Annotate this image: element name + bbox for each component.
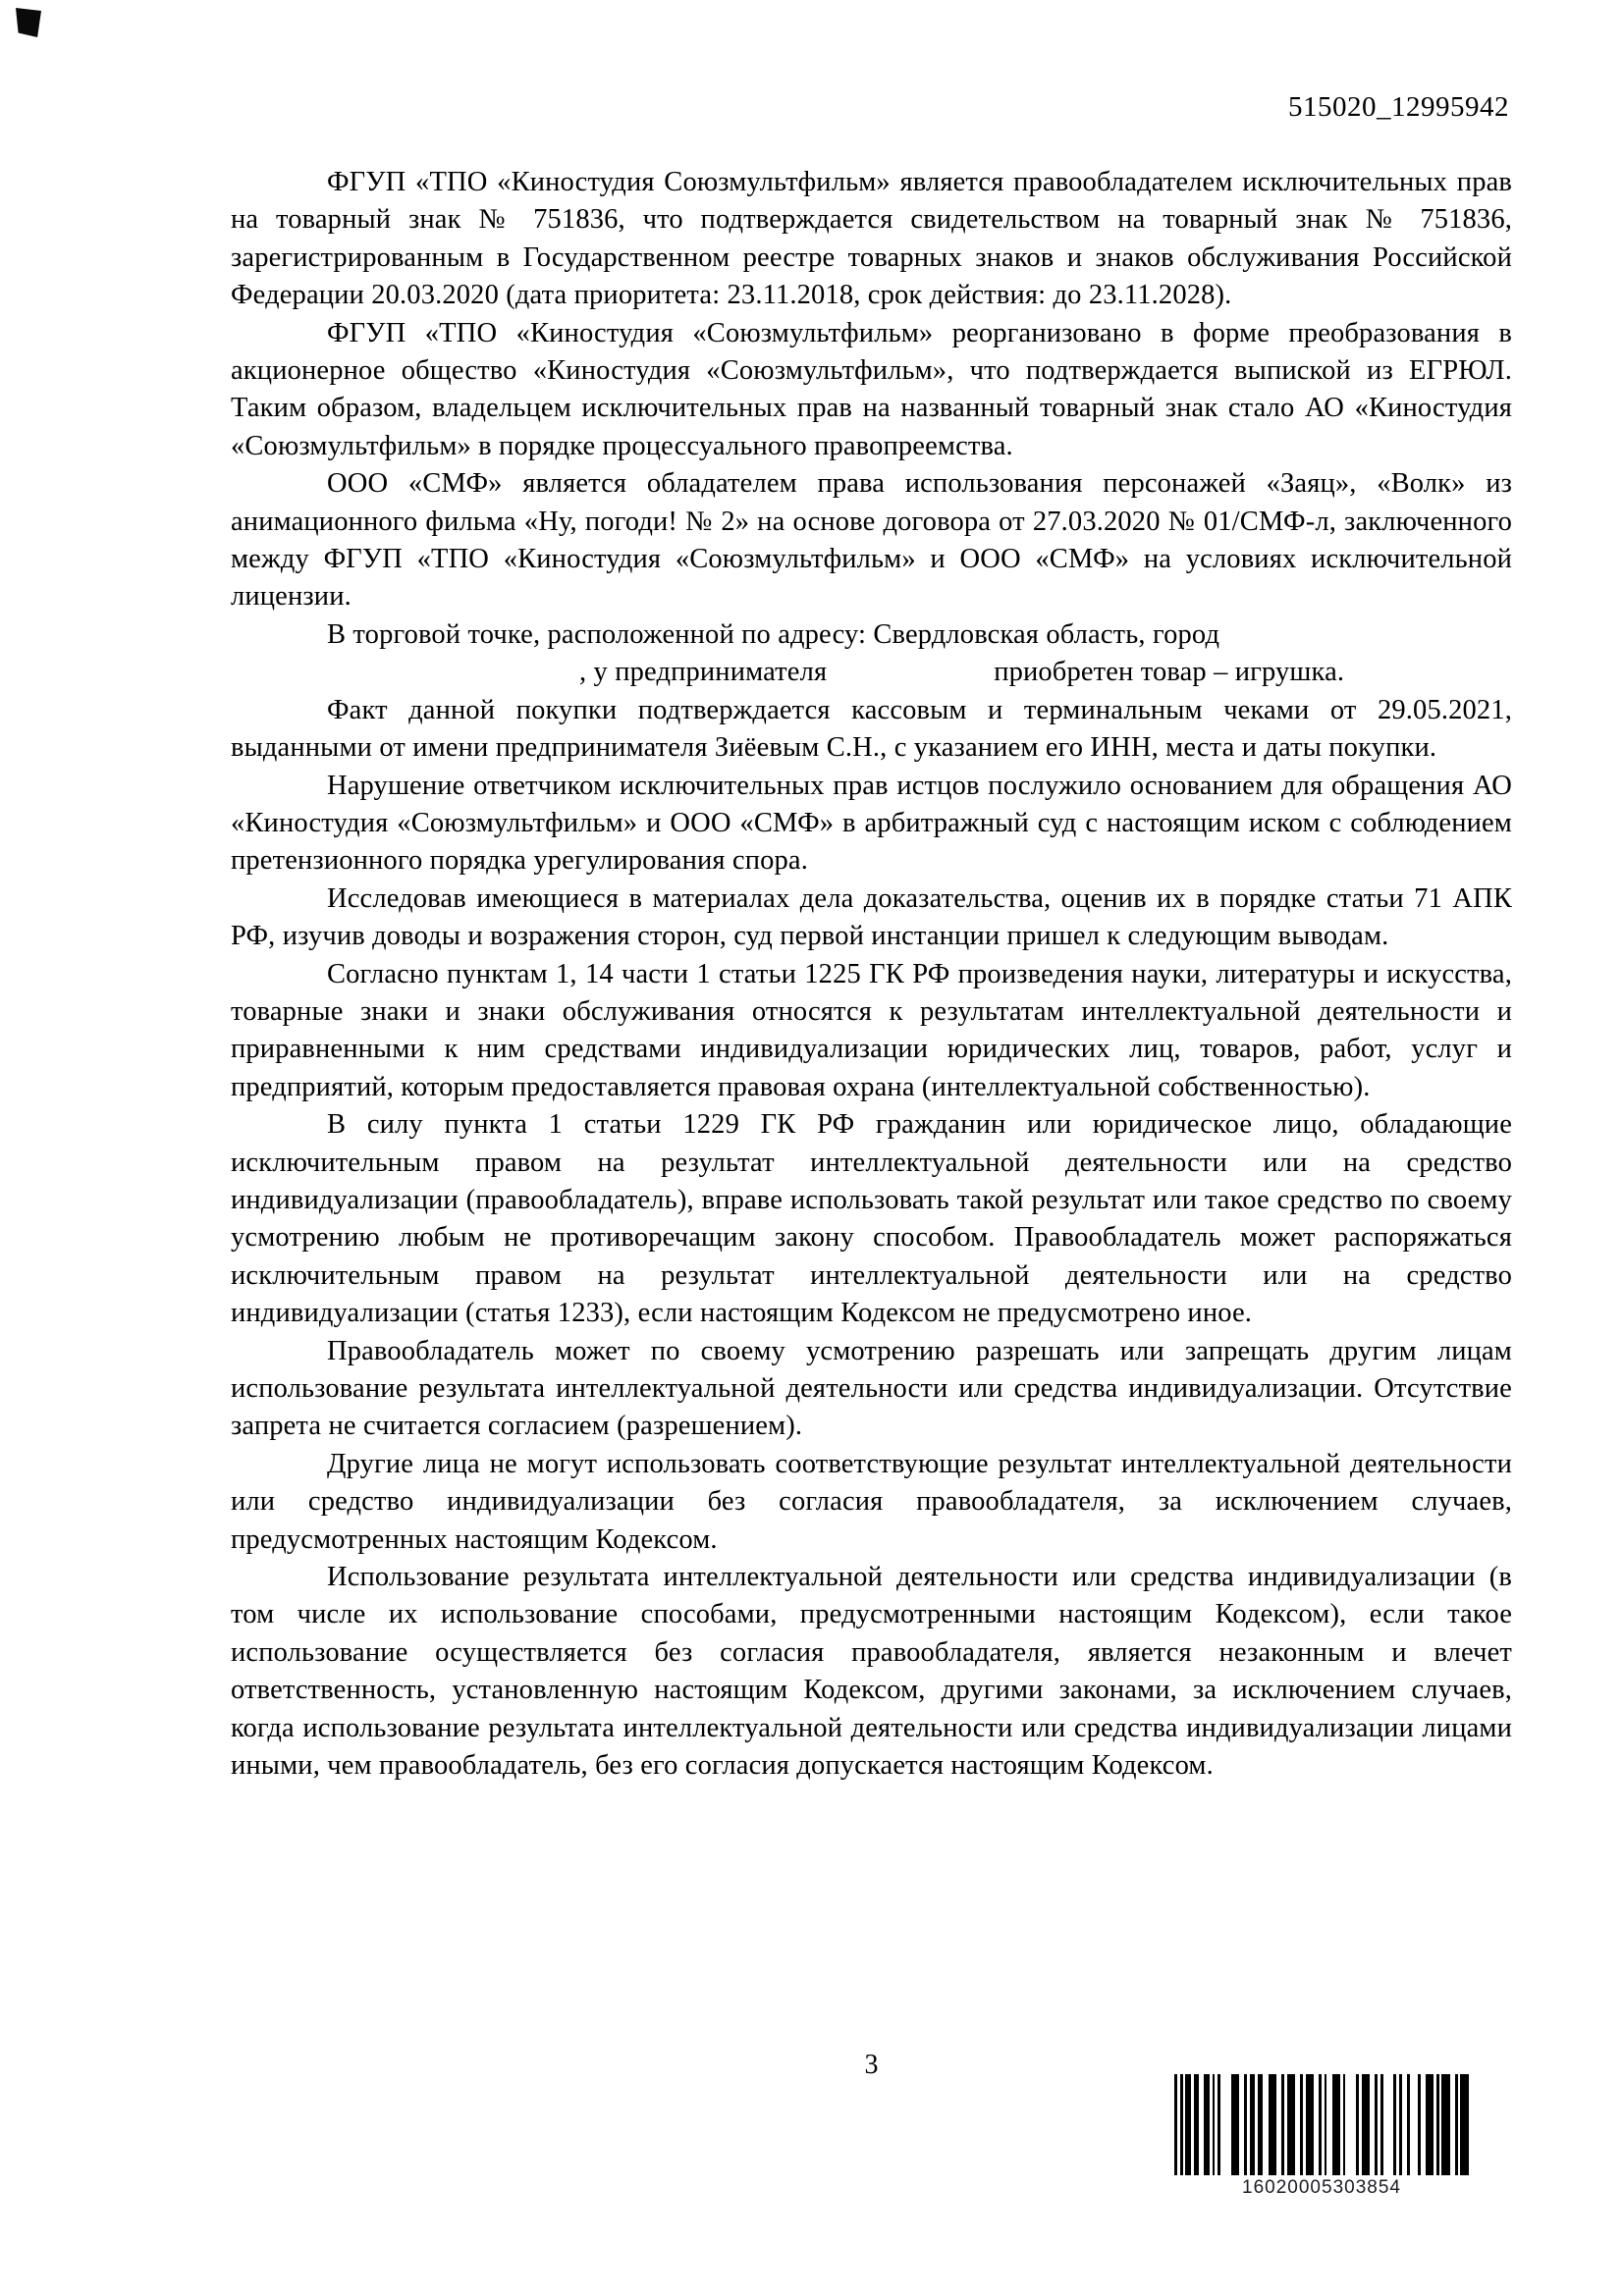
paragraph: Согласно пунктам 1, 14 части 1 статьи 1225 ГК РФ произведения науки, литературы и искусства, товарные знаки и знаки обслуживания относятся к результатам интеллектуальной деятельности и приравненными к ним средствами индивидуализации юридических лиц, товаров, работ, услуг и предприятий, которым предоставляется правовая охрана (интеллектуальной собственностью).: [231, 958, 1512, 1102]
barcode: [1171, 2074, 1472, 2199]
redacted-line-2: [231, 654, 1512, 691]
paragraph: В силу пункта 1 статьи 1229 ГК РФ гражданин или юридическое лицо, обладающие исключительным правом на результат интеллектуальной деятельности или на средство индивидуализации (правообладатель), вправе использовать такой результат или такое средство по своему усмотрению любым не противоречащим закону способом. Правообладатель может распоряжаться исключительным правом на результат интеллектуальной деятельности или на средство индивидуализации (статья 1233), если настоящим Кодексом не предусмотрено иное.: [231, 1109, 1512, 1329]
entrepreneur-text: , у предпринимателя: [579, 657, 828, 688]
scan-artifact-mark: [16, 8, 41, 37]
document-id-number: 515020_12995942: [1288, 91, 1509, 123]
paragraph: ФГУП «ТПО «Киностудия Союзмультфильм» является правообладателем исключительных прав на товарный знак № 751836, что подтверждается свидетельством на товарный знак № 751836, зарегистрированным в Государственном реестре товарных знаков и знаков обслуживания Российской Федерации 20.03.2020 (дата приоритета: 23.11.2018, срок действия: до 23.11.2028).: [231, 167, 1512, 311]
paragraph: Правообладатель может по своему усмотрению разрешать или запрещать другим лицам использование результата интеллектуальной деятельности или средства индивидуализации. Отсутствие запрета не считается согласием (разрешением).: [231, 1335, 1512, 1442]
paragraph: ООО «СМФ» является обладателем права использования персонажей «Заяц», «Волк» из анимационного фильма «Ну, погоди! № 2» на основе договора от 27.03.2020 № 01/СМФ-л, заключенного между ФГУП «ТПО «Киностудия «Союзмультфильм» и ООО «СМФ» на условиях исключительной лицензии.: [231, 468, 1512, 613]
paragraph: Нарушение ответчиком исключительных прав истцов послужило основанием для обращения АО «Киностудия «Союзмультфильм» и ООО «СМФ» в арбитражный суд с настоящим иском с соблюдением претензионного порядка урегулирования спора.: [231, 770, 1512, 877]
barcode-number: 16020005303854: [1242, 2177, 1401, 2198]
address-text: В торговой точке, расположенной по адресу: Свердловская область, город: [327, 618, 1220, 650]
paragraph: Факт данной покупки подтверждается кассовым и терминальным чеками от 29.05.2021, выданными от имени предпринимателя Зиёевым С.Н., с указанием его ИНН, места и даты покупки.: [231, 694, 1512, 764]
paragraph: Исследовав имеющиеся в материалах дела доказательства, оценив их в порядке статьи 71 АПК РФ, изучив доводы и возражения сторон, суд первой инстанции пришел к следующим выводам.: [231, 882, 1512, 952]
redacted-line-1: [231, 616, 1512, 654]
paragraph: ФГУП «ТПО «Киностудия «Союзмультфильм» реорганизовано в форме преобразования в акционерное общество «Киностудия «Союзмультфильм», что подтверждается выпиской из ЕГРЮЛ. Таким образом, владельцем исключительных прав на названный товарный знак стало АО «Киностудия «Союзмультфильм» в порядке процессуального правопреемства.: [231, 317, 1512, 461]
paragraph: Другие лица не могут использовать соответствующие результат интеллектуальной деятельности или средство индивидуализации без согласия правообладателя, за исключением случаев, предусмотренных настоящим Кодексом.: [231, 1448, 1512, 1555]
barcode-bars: [1171, 2074, 1472, 2175]
page-number: 3: [864, 2050, 879, 2080]
purchase-text: приобретен товар – игрушка.: [994, 657, 1345, 688]
document-body: [231, 164, 1512, 1785]
paragraph: Использование результата интеллектуальной деятельности или средства индивидуализации (в том числе их использование способами, предусмотренными настоящим Кодексом), если такое использование осуществляется без согласия правообладателя, является незаконным и влечет ответственность, установленную настоящим Кодексом, другими законами, за исключением случаев, когда использование результата интеллектуальной деятельности или средства индивидуализации лицами иными, чем правообладатель, без его согласия допускается настоящим Кодексом.: [231, 1562, 1512, 1782]
paragraph-with-redactions: [231, 616, 1512, 692]
